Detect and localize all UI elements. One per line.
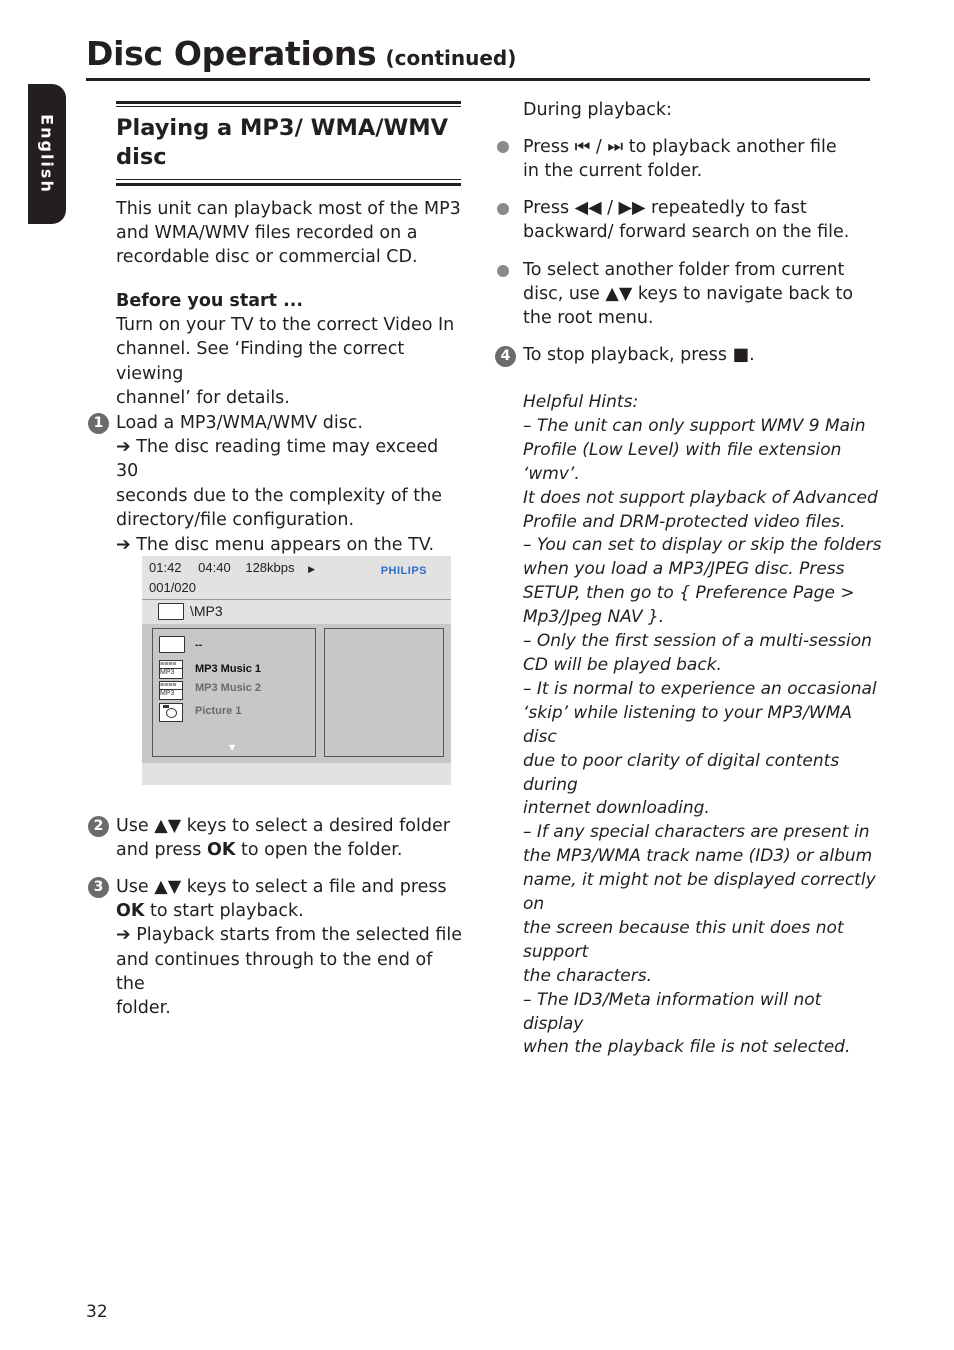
hint-line: the MP3/WMA track name (ID3) or album <box>523 846 873 867</box>
bullet-dot <box>497 265 509 277</box>
step-number-badge: 3 <box>88 877 109 898</box>
hint-line: due to poor clarity of digital contents during <box>523 750 840 795</box>
text-line: Turn on your TV to the correct Video In <box>116 315 455 336</box>
step-number-badge: 4 <box>495 346 516 367</box>
hint-line: Profile and DRM-protected video files. <box>523 511 846 532</box>
screen-bottom-bar <box>142 763 451 785</box>
bullet-dot <box>497 203 509 215</box>
bullet-item <box>523 196 883 244</box>
elapsed-time: 01:42 <box>149 560 182 575</box>
heading-rule-bottom-thin <box>116 179 461 180</box>
folder-icon <box>158 603 184 620</box>
text-line: Press ◀◀ / ▶▶ repeatedly to fast <box>523 198 807 218</box>
brand-logo: PHILIPS <box>380 565 427 577</box>
bitrate: 128kbps <box>245 560 295 575</box>
page-number: 32 <box>86 1302 108 1322</box>
hint-line: when you load a MP3/JPEG disc. Press <box>523 559 845 580</box>
step-1 <box>116 411 466 557</box>
text-run: to open the folder. <box>235 840 403 861</box>
step-3 <box>116 875 466 1020</box>
text-line: recordable disc or commercial CD. <box>116 247 418 268</box>
folder-icon <box>159 636 185 653</box>
hint-line: – If any special characters are present in <box>523 822 870 843</box>
step-2 <box>116 814 466 862</box>
hint-line: – Only the first session of a multi-session <box>523 631 872 652</box>
scroll-down-icon[interactable]: ▼ <box>229 743 236 752</box>
preview-panel <box>324 628 444 757</box>
total-time: 04:40 <box>198 560 231 575</box>
text-line: ➔ The disc menu appears on the TV. <box>116 535 435 556</box>
hint-line: SETUP, then go to { Preference Page > <box>523 583 855 604</box>
page-title-suffix: (continued) <box>385 46 517 70</box>
text-line: channel. See ‘Finding the correct viewing <box>116 339 405 384</box>
path-bar <box>142 599 451 624</box>
screen-status-bar <box>142 556 451 599</box>
step-number-badge: 1 <box>88 413 109 434</box>
ok-key-label: OK <box>116 901 145 922</box>
text-line: This unit can playback most of the MP3 <box>116 199 461 219</box>
disc-menu-screen <box>142 556 451 785</box>
mp3-file-icon: ≡≡≡≡ MP3 <box>159 660 183 679</box>
text-line <box>116 899 466 923</box>
text-line: Use ▲▼ keys to select a file and press <box>116 877 447 897</box>
step-number-badge: 2 <box>88 816 109 837</box>
hint-line: ‘skip’ while listening to your MP3/WMA disc <box>523 702 852 747</box>
text-line: backward/ forward search on the file. <box>523 222 850 243</box>
file-item-selected[interactable]: MP3 Music 1 <box>195 663 262 675</box>
hint-line: CD will be played back. <box>523 654 722 675</box>
track-counter: 001/020 <box>149 580 196 595</box>
hint-line: the screen because this unit does not support <box>523 917 844 962</box>
language-tab <box>28 84 66 224</box>
helpful-hints <box>523 391 883 1060</box>
text-line: ➔ The disc reading time may exceed 30 <box>116 437 439 482</box>
heading-rule-top-thin <box>116 106 461 107</box>
language-tab-label: English <box>37 114 57 194</box>
text-line: To select another folder from current <box>523 260 845 280</box>
section-heading-line: disc <box>116 144 167 170</box>
text-run: and press <box>116 840 207 861</box>
hint-line: the characters. <box>523 965 652 986</box>
bullet-dot <box>497 141 509 153</box>
step-4: To stop playback, press ■. <box>523 345 755 365</box>
hint-line: name, it might not be displayed correctly on <box>523 870 876 915</box>
hint-line: Mp3/Jpeg NAV }. <box>523 607 665 628</box>
before-title: Before you start ... <box>116 291 304 311</box>
hint-line: Profile (Low Level) with file extension ‘wmv’. <box>523 439 842 484</box>
text-line: Load a MP3/WMA/WMV disc. <box>116 413 363 433</box>
text-line: Press ⏮ / ⏭ to playback another file <box>523 137 837 157</box>
text-line <box>116 838 466 862</box>
text-line: seconds due to the complexity of the <box>116 485 442 506</box>
text-line: and continues through to the end of the <box>116 949 433 994</box>
text-run: to start playback. <box>144 901 304 922</box>
text-line: folder. <box>116 998 171 1019</box>
hints-title: Helpful Hints: <box>523 392 639 412</box>
file-item[interactable]: MP3 Music 2 <box>195 682 262 694</box>
hint-line: – You can set to display or skip the folders <box>523 535 882 556</box>
bullet-item <box>523 258 883 331</box>
section-heading <box>116 114 461 172</box>
text-line: directory/file configuration. <box>116 509 355 530</box>
text-line: ➔ Playback starts from the selected file <box>116 925 462 946</box>
playback-info <box>149 560 315 575</box>
hint-line: – It is normal to experience an occasional <box>523 678 877 699</box>
text-line: in the current folder. <box>523 161 703 182</box>
ok-key-label: OK <box>206 840 236 861</box>
camera-icon <box>159 703 183 722</box>
header-rule <box>86 78 870 81</box>
hint-line: – The unit can only support WMV 9 Main <box>523 415 866 436</box>
bullet-item <box>523 135 883 183</box>
before-you-start <box>116 289 466 410</box>
section-heading-line: Playing a MP3/ WMA/WMV <box>116 115 449 141</box>
hint-line: when the playback file is not selected. <box>523 1037 851 1058</box>
play-icon: ▶ <box>308 564 316 574</box>
text-line: the root menu. <box>523 308 654 329</box>
mp3-tag: MP3 <box>160 690 175 697</box>
heading-rule-top-thick <box>116 101 461 104</box>
intro-paragraph <box>116 197 466 270</box>
file-list-panel[interactable] <box>152 628 316 757</box>
hint-line: – The ID3/Meta information will not display <box>523 989 822 1034</box>
page-header <box>86 34 876 73</box>
parent-folder-item[interactable]: -- <box>195 639 203 651</box>
text-line: and WMA/WMV files recorded on a <box>116 223 418 244</box>
file-item[interactable]: Picture 1 <box>195 705 242 717</box>
hint-line: It does not support playback of Advanced <box>523 487 878 508</box>
mp3-tag: MP3 <box>160 669 175 676</box>
current-path: \MP3 <box>190 603 223 619</box>
text-line: Use ▲▼ keys to select a desired folder <box>116 816 450 836</box>
mp3-file-icon: ≡≡≡≡ MP3 <box>159 681 183 700</box>
page-title: Disc Operations <box>86 34 377 73</box>
during-playback-label: During playback: <box>523 100 672 120</box>
hint-line: internet downloading. <box>523 798 710 819</box>
heading-rule-bottom-thick <box>116 183 461 186</box>
text-line: disc, use ▲▼ keys to navigate back to <box>523 284 854 305</box>
text-line: channel’ for details. <box>116 387 290 408</box>
